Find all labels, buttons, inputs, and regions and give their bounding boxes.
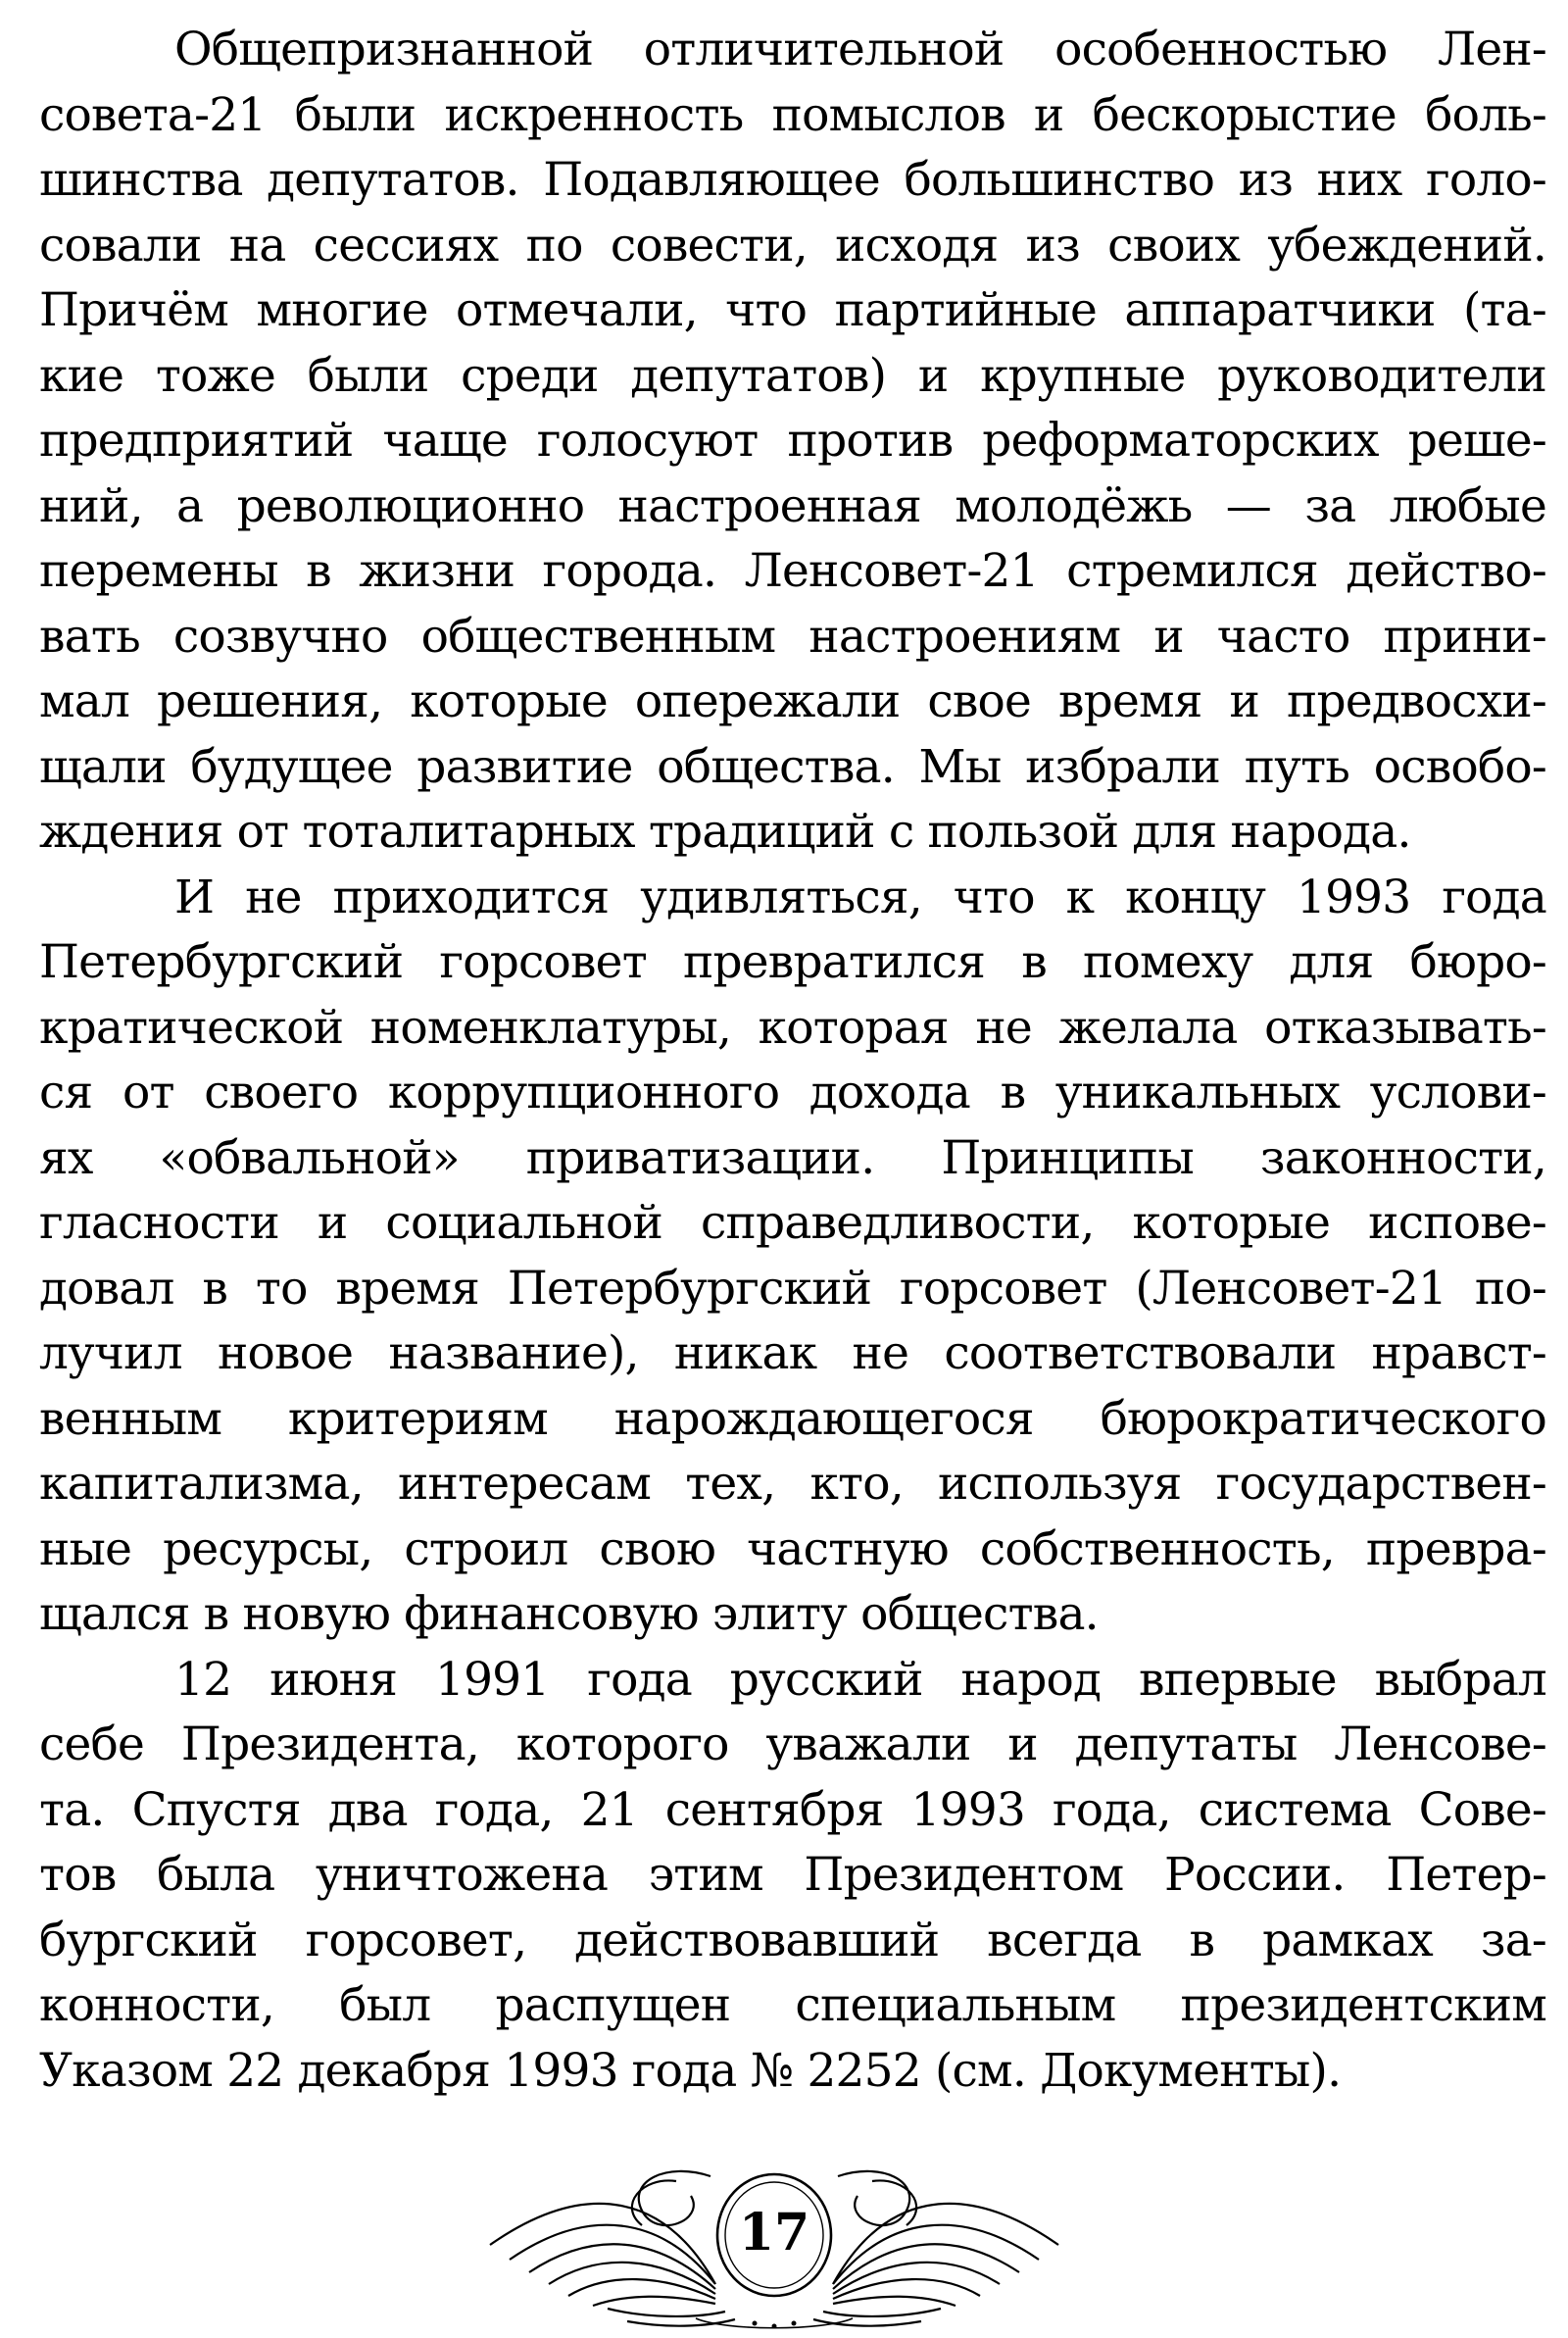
text-line: ях «обвальной» приватизации. Принципы законности,	[39, 1130, 1546, 1185]
text-line: перемены в жизни города. Ленсовет-21 стремился действо-	[39, 544, 1546, 598]
text-line: ний, а революционно настроенная молодёжь — за любые	[39, 478, 1546, 533]
text-line: кие тоже были среди депутатов) и крупные руководители	[39, 348, 1546, 403]
text-line: тов была уничтожена этим Президентом России. Петер-	[39, 1848, 1546, 1902]
text-line: кратической номенклатуры, которая не желала отказывать-	[39, 1000, 1546, 1055]
text-line: 12 июня 1991 года русский народ впервые выбрал	[174, 1652, 1546, 1707]
paragraph	[39, 18, 1546, 866]
text-line: конности, был распущен специальным президентским	[39, 1978, 1546, 2032]
text-line: та. Спустя два года, 21 сентября 1993 года, система Сове-	[39, 1782, 1546, 1837]
text-line: довал в то время Петербургский горсовет (Ленсовет-21 по-	[39, 1261, 1546, 1316]
text-line: Общепризнанной отличительной особенностью Лен-	[174, 23, 1546, 76]
text-line: ся от своего коррупционного дохода в уникальных услови-	[39, 1066, 1546, 1119]
text-line: Петербургский горсовет превратился в помеху для бюро-	[39, 935, 1546, 989]
text-line: Указом 22 декабря 1993 года № 2252 (см. Документы).	[39, 2043, 1342, 2098]
text-line: бургский горсовет, действовавший всегда в рамках за-	[39, 1913, 1546, 1967]
text-line: шинства депутатов. Подавляющее большинство из них голо-	[39, 153, 1546, 207]
paragraph	[39, 866, 1546, 1648]
page-number: 17	[738, 2203, 810, 2263]
text-line: совета-21 были искренность помыслов и бескорыстие боль-	[39, 87, 1546, 142]
text-line: щался в новую финансовую элиту общества.	[39, 1587, 1099, 1641]
text-line: И не приходится удивляться, что к концу 1993 года	[174, 870, 1546, 924]
text-line: лучил новое название), никак не соответствовали нравст-	[39, 1326, 1546, 1380]
text-line: щали будущее развитие общества. Мы избрали путь освобо-	[39, 739, 1546, 794]
text-line: ные ресурсы, строил свою частную собственность, превра-	[39, 1521, 1546, 1576]
text-line: мал решения, которые опережали свое время и предвосхи-	[39, 674, 1546, 728]
paragraph	[39, 1648, 1546, 2105]
text-line: Причём многие отмечали, что партийные аппаратчики (та-	[39, 283, 1546, 337]
text-line: гласности и социальной справедливости, которые испове-	[39, 1196, 1546, 1250]
text-line: себе Президента, которого уважали и депутаты Ленсове-	[39, 1717, 1546, 1771]
text-line: предприятий чаще голосуют против реформаторских реше-	[39, 414, 1546, 468]
text-line: ждения от тоталитарных традиций с пользой для народа.	[39, 805, 1411, 859]
body-text	[39, 18, 1546, 2104]
text-line: венным критериям нарождающегося бюрократического	[39, 1391, 1546, 1446]
text-line: вать созвучно общественным настроениям и часто прини-	[39, 609, 1546, 664]
text-line: капитализма, интересам тех, кто, используя государствен-	[39, 1457, 1546, 1511]
text-line: совали на сессиях по совести, исходя из своих убеждений.	[39, 218, 1546, 273]
